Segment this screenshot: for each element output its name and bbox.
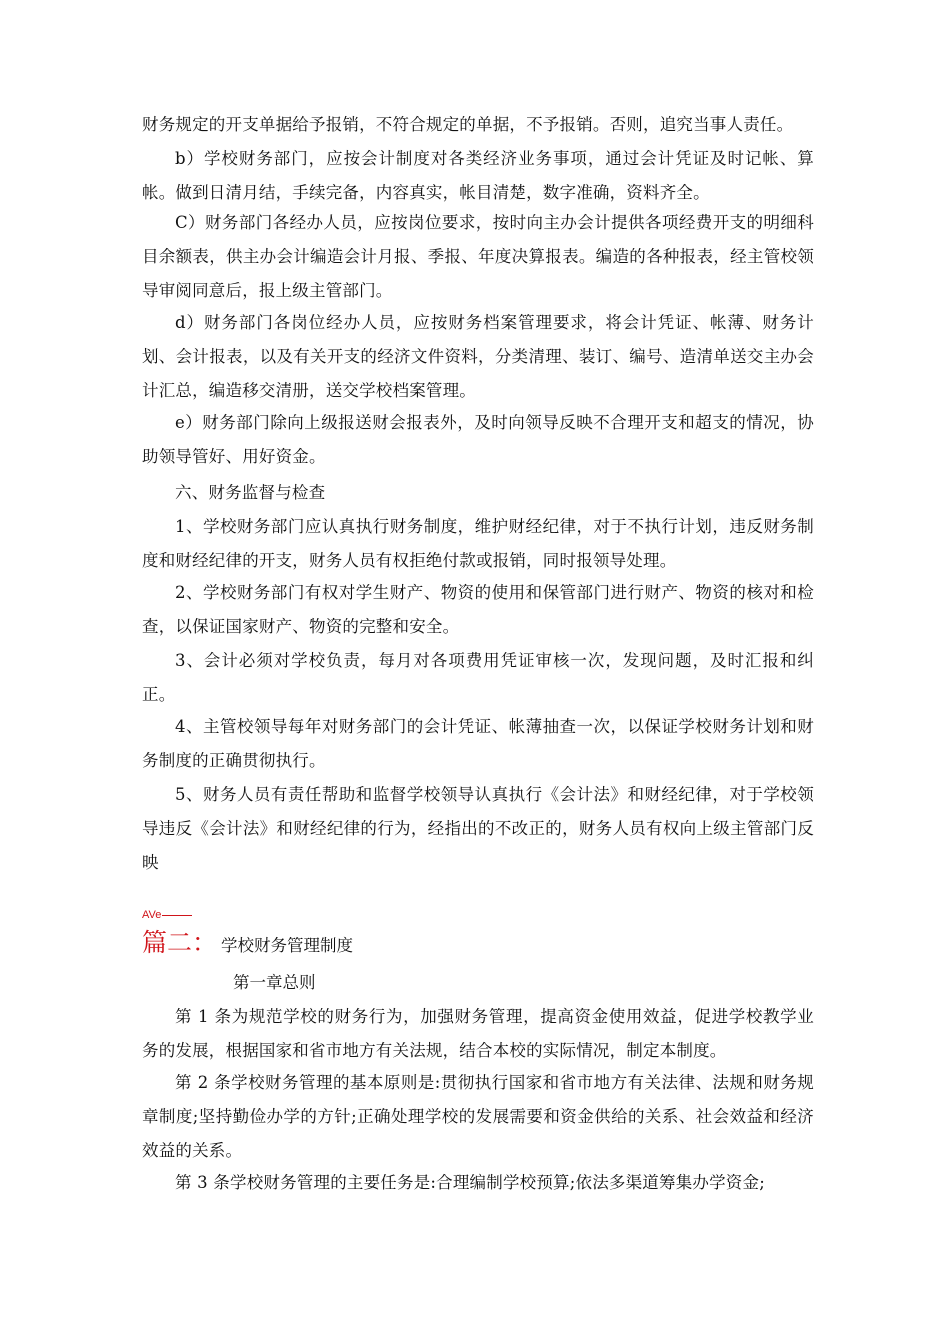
article-2: 第 2 条学校财务管理的基本原则是:贯彻执行国家和省市地方有关法律、法规和财务规章制度;坚持勤俭办学的方针;正确处理学校的发展需要和资金供给的关系、社会效益和经济效益的关系。 xyxy=(142,1073,814,1160)
paragraph-rule-2: 2、学校财务部门有权对学生财产、物资的使用和保管部门进行财产、物资的核对和检查，以保证国家财产、物资的完整和安全。 xyxy=(142,583,814,636)
section-marker-text: AVe xyxy=(142,909,162,921)
section-heading xyxy=(142,926,353,963)
section-marker-rule xyxy=(162,915,192,916)
section-marker xyxy=(142,908,192,922)
section-label: 篇二： xyxy=(142,928,218,957)
paragraph-item-c: C）财务部门各经办人员，应按岗位要求，按时向主办会计提供各项经费开支的明细科目余额表，供主办会计编造会计月报、季报、年度决算报表。编造的各种报表，经主管校领导审阅同意后，报上级主管部门。 xyxy=(142,213,814,300)
paragraph-item-e: e）财务部门除向上级报送财会报表外，及时向领导反映不合理开支和超支的情况，协助领导管好、用好资金。 xyxy=(142,413,814,466)
paragraph-item-b: b）学校财务部门，应按会计制度对各类经济业务事项，通过会计凭证及时记帐、算帐。做到日清月结，手续完备，内容真实，帐目清楚，数字准确，资料齐全。 xyxy=(142,149,814,202)
paragraph-item-d: d）财务部门各岗位经办人员，应按财务档案管理要求，将会计凭证、帐薄、财务计划、会计报表，以及有关开支的经济文件资料，分类清理、装订、编号、造清单送交主办会计汇总，编造移交清册，送交学校档案管理。 xyxy=(142,313,814,400)
paragraph-continuation: 财务规定的开支单据给予报销，不符合规定的单据，不予报销。否则，追究当事人责任。 xyxy=(142,115,794,134)
chapter-title: 第一章总则 xyxy=(233,973,316,992)
section-heading-six: 六、财务监督与检查 xyxy=(175,483,326,502)
paragraph-rule-5: 5、财务人员有责任帮助和监督学校领导认真执行《会计法》和财经纪律，对于学校领导违反《会计法》和财经纪律的行为，经指出的不改正的，财务人员有权向上级主管部门反映 xyxy=(142,785,814,872)
paragraph-rule-1: 1、学校财务部门应认真执行财务制度，维护财经纪律，对于不执行计划，违反财务制度和财经纪律的开支，财务人员有权拒绝付款或报销，同时报领导处理。 xyxy=(142,517,814,570)
paragraph-rule-4: 4、主管校领导每年对财务部门的会计凭证、帐薄抽查一次，以保证学校财务计划和财务制度的正确贯彻执行。 xyxy=(142,717,814,770)
paragraph-rule-3: 3、会计必须对学校负责，每月对各项费用凭证审核一次，发现问题，及时汇报和纠正。 xyxy=(142,651,814,704)
section-title: 学校财务管理制度 xyxy=(221,936,354,955)
article-1: 第 1 条为规范学校的财务行为，加强财务管理，提高资金使用效益，促进学校教学业务的发展，根据国家和省市地方有关法规，结合本校的实际情况，制定本制度。 xyxy=(142,1007,814,1060)
article-3: 第 3 条学校财务管理的主要任务是:合理编制学校预算;依法多渠道筹集办学资金; xyxy=(175,1173,765,1192)
